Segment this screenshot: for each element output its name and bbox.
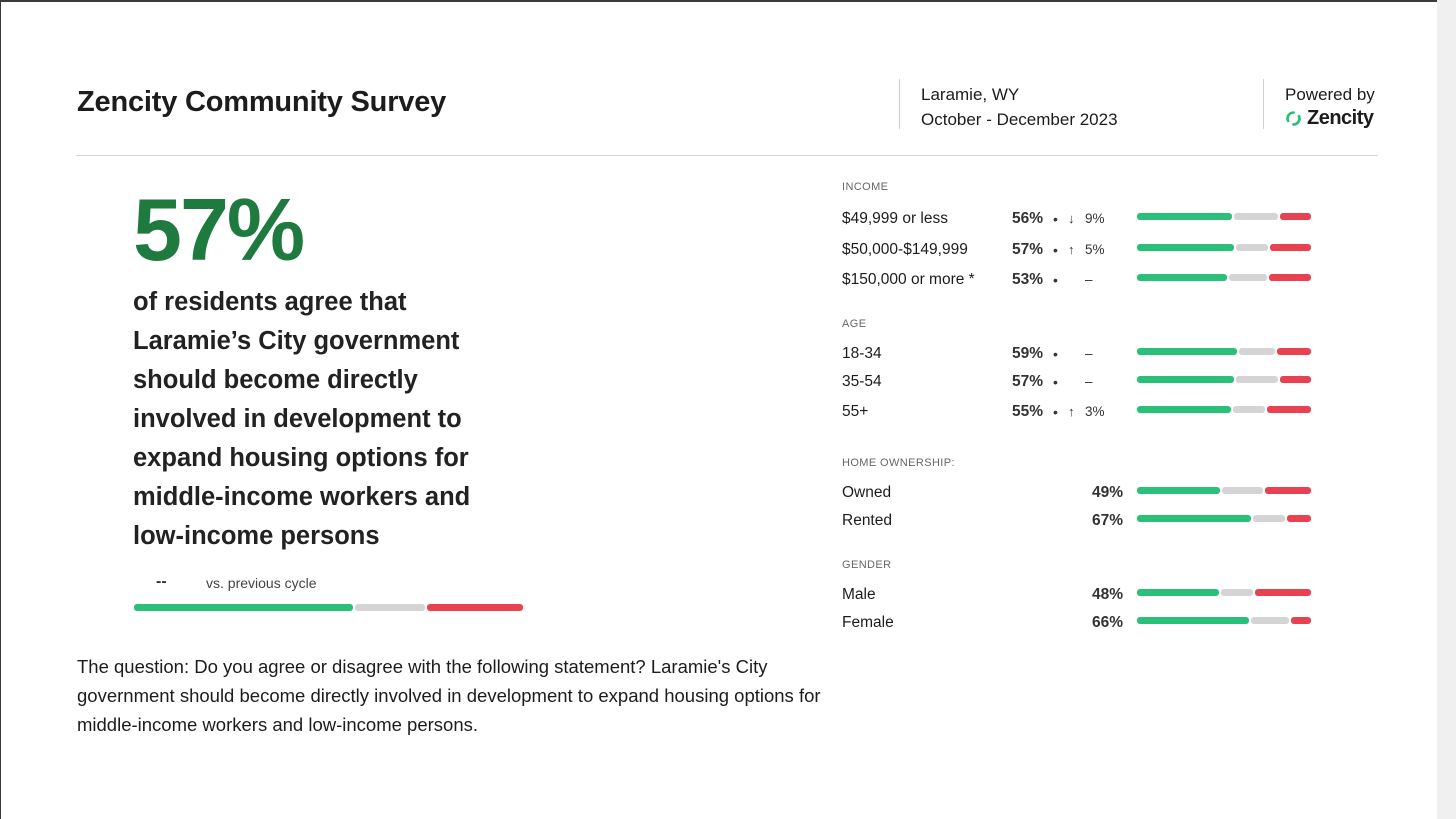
agree-segment — [1137, 376, 1234, 383]
row-stacked-bar — [1137, 244, 1311, 251]
agree-segment — [1137, 274, 1227, 281]
disagree-segment — [1270, 244, 1311, 251]
row-label: 35-54 — [842, 373, 882, 390]
neutral-segment — [1233, 406, 1265, 413]
disagree-segment — [427, 604, 523, 611]
neutral-segment — [355, 604, 424, 611]
arrow-down-icon: ↓ — [1068, 211, 1075, 226]
row-percent: 48% — [1091, 586, 1123, 603]
arrow-up-icon: ↑ — [1068, 404, 1075, 419]
row-stacked-bar — [1137, 376, 1311, 383]
row-stacked-bar — [1137, 487, 1311, 494]
neutral-segment — [1221, 589, 1253, 596]
row-stacked-bar — [1137, 515, 1311, 522]
zencity-logo-icon — [1285, 110, 1302, 127]
neutral-segment — [1236, 244, 1268, 251]
header-rule — [76, 155, 1378, 156]
neutral-segment — [1229, 274, 1266, 281]
disagree-segment — [1267, 406, 1311, 413]
disagree-segment — [1280, 376, 1311, 383]
agree-segment — [134, 604, 353, 611]
row-label: $150,000 or more * — [842, 271, 975, 288]
agree-segment — [1137, 487, 1220, 494]
separator-dot: • — [1053, 404, 1058, 420]
row-change: – — [1085, 374, 1093, 389]
change-label: vs. previous cycle — [206, 575, 317, 591]
frame-border-left — [0, 0, 1, 819]
agree-segment — [1137, 515, 1251, 522]
row-percent: 57% — [1011, 373, 1043, 390]
frame-border-top — [0, 0, 1456, 2]
row-percent: 53% — [1011, 271, 1043, 288]
page-title: Zencity Community Survey — [77, 86, 447, 118]
row-change: – — [1085, 272, 1093, 287]
header-divider — [1263, 79, 1264, 129]
row-stacked-bar — [1137, 617, 1311, 624]
agree-segment — [1137, 617, 1249, 624]
neutral-segment — [1251, 617, 1288, 624]
headline-statement: of residents agree that Laramie’s City government should become directly involved in development to expand housing options for middle-income workers and low-income persons — [133, 288, 471, 550]
row-label: Male — [842, 586, 876, 603]
scroll-gutter — [1437, 0, 1456, 819]
row-label: $50,000-$149,999 — [842, 241, 968, 258]
disagree-segment — [1255, 589, 1311, 596]
separator-dot: • — [1053, 346, 1058, 362]
row-label: Rented — [842, 512, 892, 529]
row-percent: 55% — [1011, 403, 1043, 420]
disagree-segment — [1269, 274, 1312, 281]
row-stacked-bar — [1137, 589, 1311, 596]
separator-dot: • — [1053, 272, 1058, 288]
neutral-segment — [1236, 376, 1279, 383]
agree-segment — [1137, 406, 1231, 413]
row-stacked-bar — [1137, 348, 1311, 355]
powered-by-label: Powered by — [1285, 85, 1375, 104]
row-percent: 49% — [1091, 484, 1123, 501]
neutral-segment — [1222, 487, 1263, 494]
group-title: AGE — [842, 318, 867, 330]
header-divider — [899, 79, 900, 129]
row-change: 9% — [1085, 211, 1105, 226]
row-stacked-bar — [1137, 213, 1311, 220]
arrow-up-icon: ↑ — [1068, 242, 1075, 257]
row-label: 18-34 — [842, 345, 882, 362]
row-label: 55+ — [842, 403, 869, 420]
row-label: Owned — [842, 484, 892, 501]
disagree-segment — [1287, 515, 1311, 522]
group-title: GENDER — [842, 559, 892, 571]
agree-segment — [1137, 348, 1237, 355]
disagree-segment — [1280, 213, 1311, 220]
group-title: INCOME — [842, 181, 889, 193]
disagree-segment — [1265, 487, 1311, 494]
brand-name: Zencity — [1307, 107, 1374, 129]
disagree-segment — [1291, 617, 1311, 624]
separator-dot: • — [1053, 211, 1058, 227]
row-change: 5% — [1085, 242, 1105, 257]
powered-by — [1285, 82, 1375, 131]
headline-percent: 57% — [133, 180, 304, 279]
neutral-segment — [1234, 213, 1278, 220]
survey-meta — [921, 82, 1118, 132]
agree-segment — [1137, 213, 1232, 220]
separator-dot: • — [1053, 242, 1058, 258]
agree-segment — [1137, 244, 1234, 251]
change-value: -- — [156, 573, 167, 590]
period: October - December 2023 — [921, 110, 1118, 129]
disagree-segment — [1277, 348, 1311, 355]
neutral-segment — [1253, 515, 1285, 522]
row-label: $49,999 or less — [842, 210, 948, 227]
agree-segment — [1137, 589, 1219, 596]
row-percent: 56% — [1011, 210, 1043, 227]
group-title: HOME OWNERSHIP: — [842, 457, 955, 469]
row-stacked-bar — [1137, 406, 1311, 413]
brand-logo — [1285, 106, 1375, 131]
row-change: 3% — [1085, 404, 1105, 419]
row-change: – — [1085, 346, 1093, 361]
row-percent: 59% — [1011, 345, 1043, 362]
separator-dot: • — [1053, 374, 1058, 390]
row-percent: 67% — [1091, 512, 1123, 529]
question-text: The question: Do you agree or disagree with the following statement? Laramie's City government should become directly involved in development to expand housing options for middle-income workers and low-income persons. — [77, 656, 821, 735]
overall-stacked-bar — [134, 604, 523, 611]
neutral-segment — [1239, 348, 1275, 355]
row-label: Female — [842, 614, 894, 631]
location: Laramie, WY — [921, 85, 1020, 104]
row-stacked-bar — [1137, 274, 1311, 281]
row-percent: 57% — [1011, 241, 1043, 258]
row-percent: 66% — [1091, 614, 1123, 631]
